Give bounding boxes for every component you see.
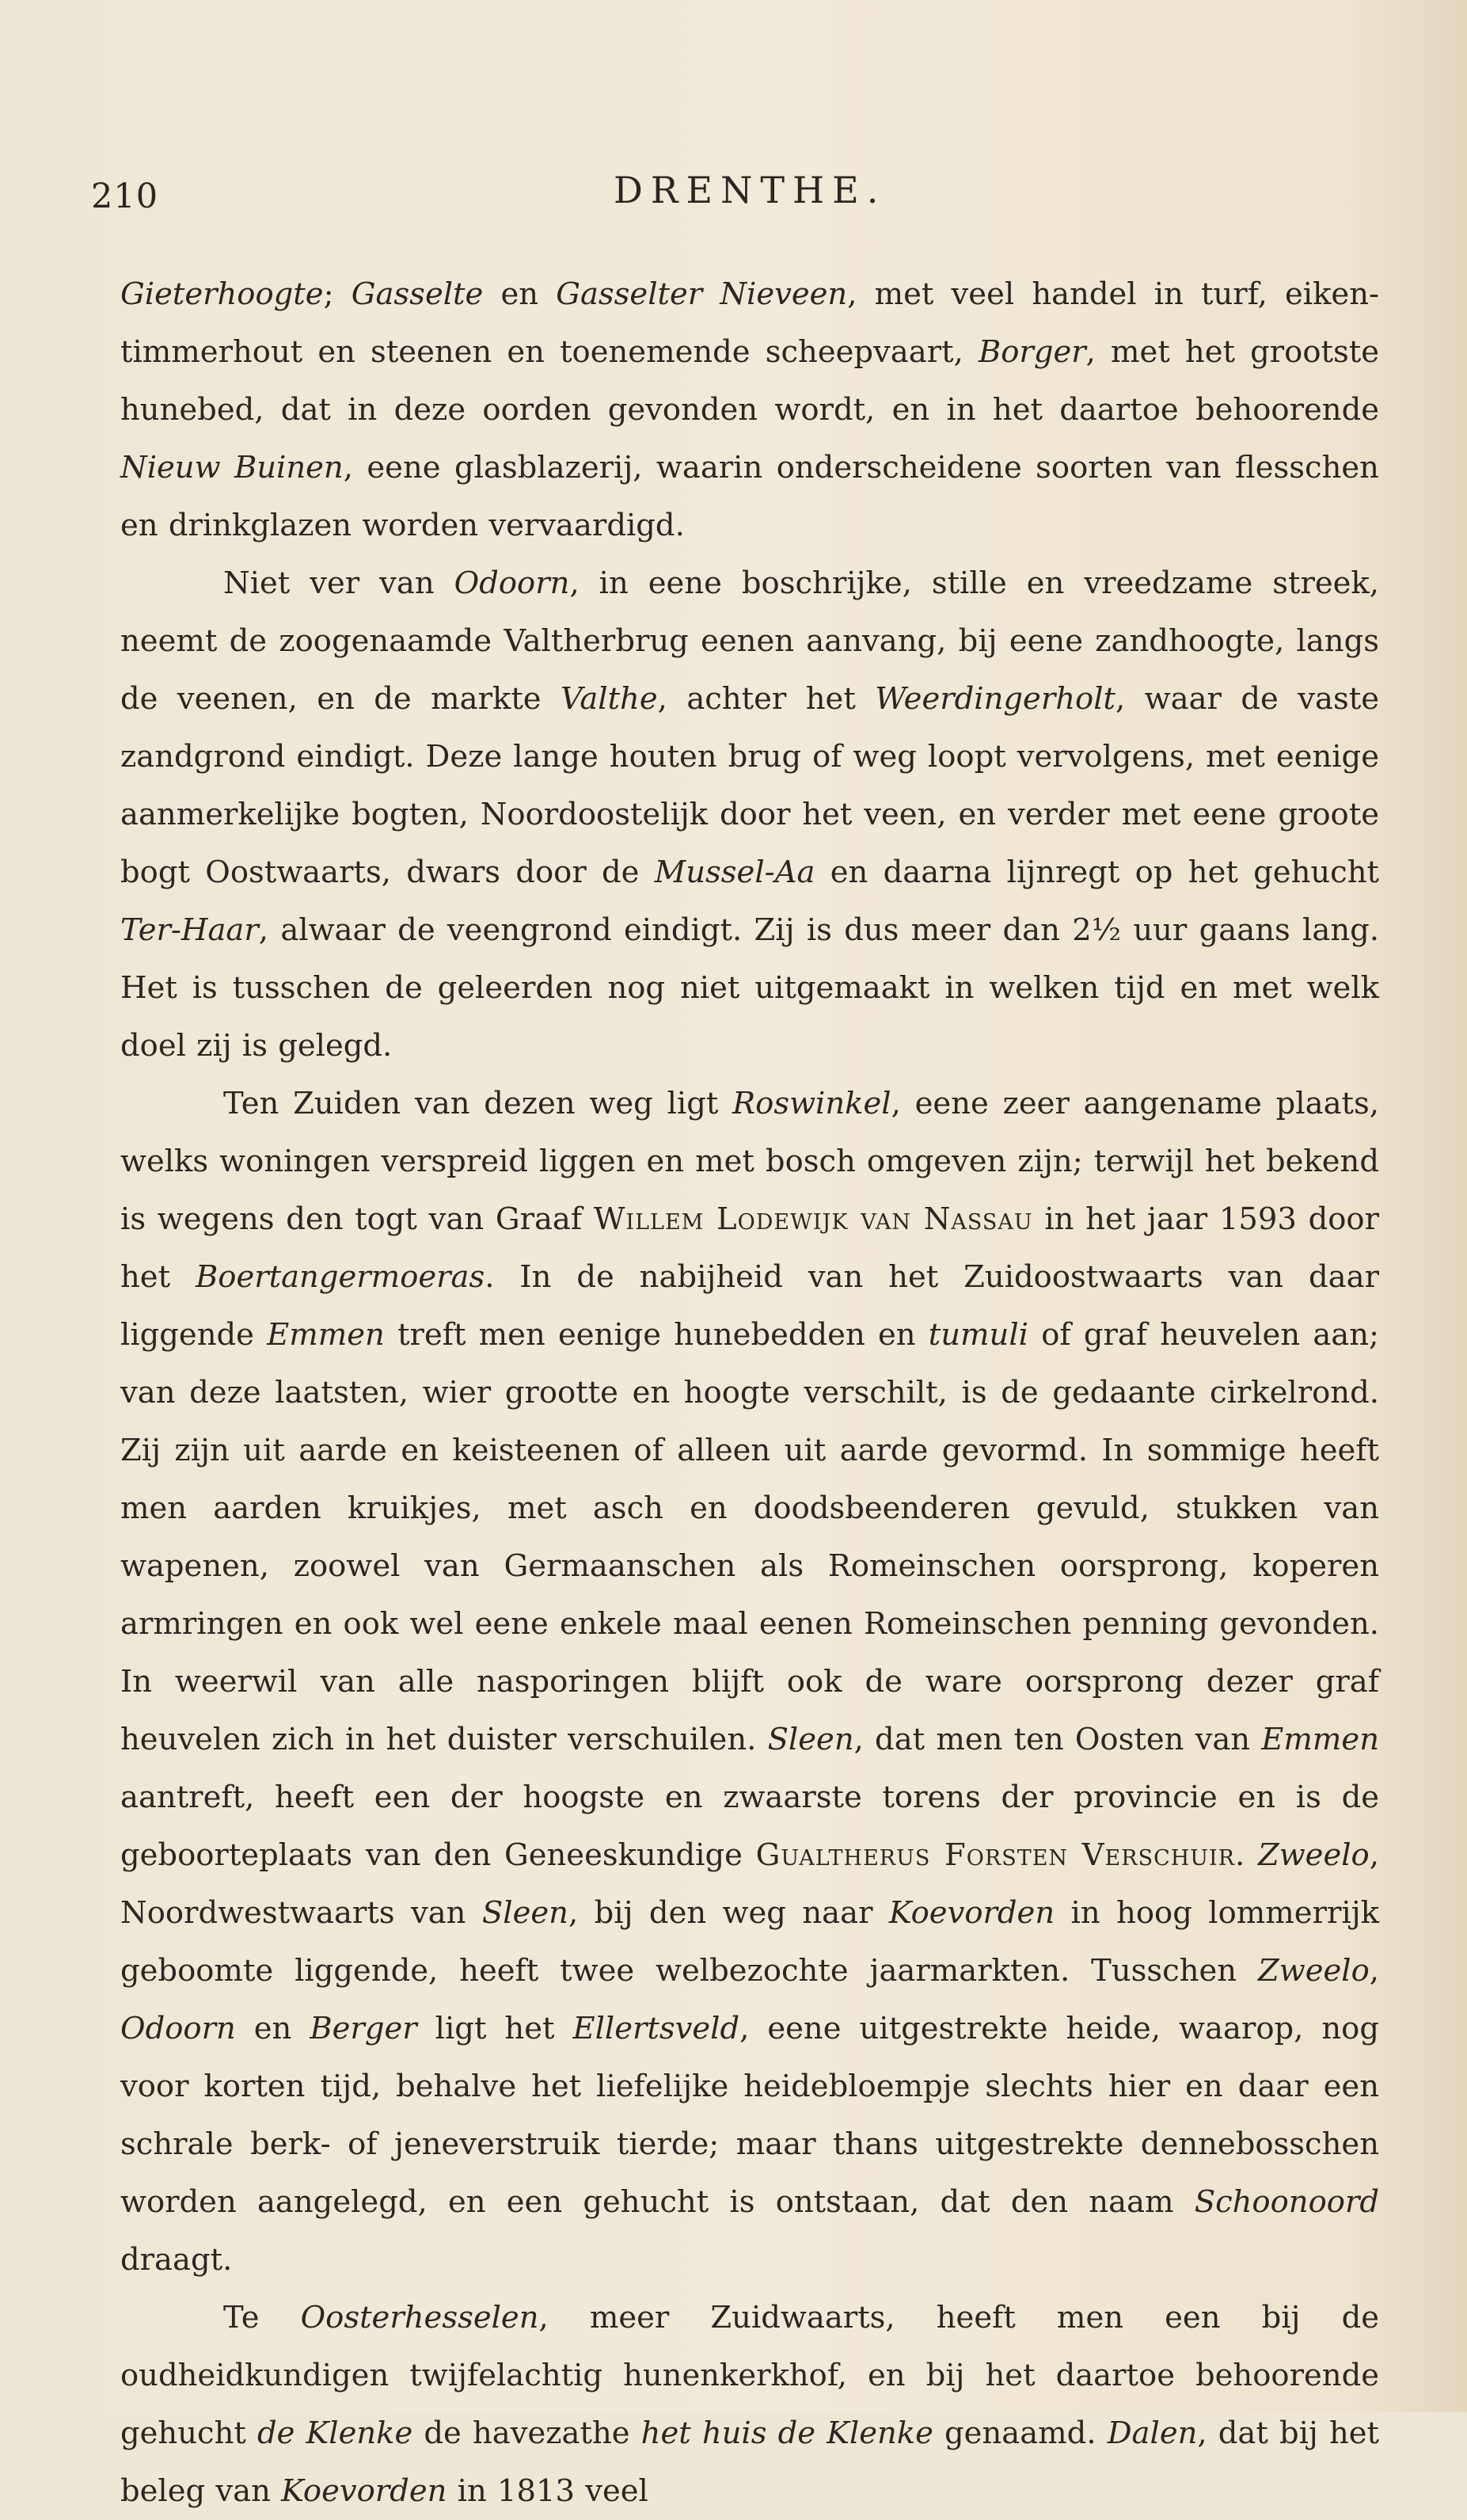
italic-name: Nieuw Buinen (120, 450, 344, 485)
small-caps-name: Willem Lodewijk van Nassau (593, 1201, 1033, 1237)
text-run: . (1235, 1837, 1258, 1873)
italic-name: Ter-Haar (120, 912, 259, 948)
text-run: genaamd. (933, 2415, 1108, 2451)
text-run: en (235, 2011, 310, 2046)
text-run: aantreft, heeft een der hoogste en zwaarste torens der provincie en is de geboorteplaats van den Geneeskundige (120, 1780, 1379, 1873)
text-run: , in eene boschrijke, stille en vreedzame streek, neemt de zoogenaamde Valtherbrug eenen aanvang, bij eene zandhoogte, langs de veenen, en de markte (120, 565, 1379, 717)
italic-name: Oosterhesselen (300, 2300, 539, 2335)
italic-name: Roswinkel (732, 1086, 891, 1121)
text-run: uur gaans lang. Het is tusschen de geleerden nog niet uitgemaakt in welken tijd en met welk doel zij is gelegd. (120, 912, 1380, 1064)
italic-name: Gasselter Nieveen (556, 276, 848, 312)
italic-name: Weerdingerholt (875, 681, 1115, 717)
text-run: , (1369, 1953, 1379, 1989)
italic-name: Odoorn (454, 565, 570, 601)
text-run: Niet ver van (223, 565, 454, 601)
italic-name: Dalen (1107, 2415, 1198, 2451)
italic-name: tumuli (928, 1317, 1028, 1353)
italic-name: Ellertsveld (572, 2011, 740, 2046)
text-run: , waar de vaste zandgrond eindigt. Deze lange houten brug of weg loopt vervolgens, met eenige aanmerkelijke bogten, Noordoostelijk door het veen, en verder met eene groote bogt Oostwaarts, dwars door de (120, 681, 1379, 890)
text-run: , met veel handel in turf, eiken-timmerhout en steenen en toenemende scheepvaart, (120, 276, 1379, 370)
italic-name: Sleen (481, 1895, 568, 1931)
body-text (120, 265, 1379, 2520)
text-run: draagt. (120, 2242, 233, 2278)
text-run: ligt het (416, 2011, 573, 2046)
page-header (91, 162, 1389, 234)
italic-name: de Klenke (257, 2415, 413, 2451)
text-run: , alwaar de veengrond eindigt. Zij is dus meer dan (258, 912, 1073, 948)
page-number: 210 (91, 177, 159, 216)
text-run: , met het grootste hunebed, dat in deze oorden gevonden wordt, en in het daartoe behoorende (120, 334, 1379, 428)
italic-name: Berger (310, 2011, 417, 2046)
small-caps-name: Gualtherus Forsten Verschuir (755, 1837, 1236, 1873)
text-run: Te (223, 2300, 301, 2335)
italic-name: Gieterhoogte (120, 276, 324, 312)
paragraph (120, 265, 1379, 554)
text-run: , eene zeer aangename plaats, welks woningen verspreid liggen en met bosch omgeven zijn; terwijl het bekend is wegens den togt van Graaf (120, 1086, 1379, 1237)
paragraph (120, 554, 1379, 1075)
text-run: of graf heuvelen aan; van deze laatsten, wier grootte en hoogte verschilt, is de gedaante cirkelrond. Zij zijn uit aarde en keisteenen of alleen uit aarde gevormd. In sommige heeft men aarden kruikjes, met asch en doodsbeenderen gevuld, stukken van wapenen, zoowel van Germaanschen als Romeinschen oorsprong, koperen armringen en ook wel eene enkele maal eenen Romeinschen penning gevonden. In weerwil van alle nasporingen blijft ook de ware oorsprong dezer graf heuvelen zich in het duister verschuilen. (120, 1317, 1380, 1757)
text-run: , bij den weg naar (568, 1895, 889, 1931)
paragraph (120, 2289, 1379, 2520)
italic-name: Gasselte (351, 276, 484, 312)
italic-name: Emmen (1261, 1722, 1379, 1757)
italic-name: Zweelo (1257, 1953, 1370, 1989)
text-run: en daarna lijnregt op het gehucht (815, 855, 1379, 890)
italic-name: het huis de Klenke (640, 2415, 933, 2451)
text-run: de havezathe (412, 2415, 641, 2451)
text-run: Ten Zuiden van dezen weg ligt (223, 1086, 733, 1121)
text-run: , meer Zuidwaarts, heeft men een bij de oudheidkundigen twijfelachtig hunenkerkhof, en bij het daartoe behoorende gehucht (120, 2300, 1379, 2451)
running-title: DRENTHE. (614, 169, 887, 211)
italic-name: Sleen (767, 1722, 854, 1757)
italic-name: Emmen (267, 1317, 385, 1353)
italic-name: Valthe (561, 681, 658, 717)
italic-name: Borger (978, 334, 1086, 370)
text-run: , achter het (657, 681, 876, 717)
text-run: , eene glasblazerij, waarin onderscheidene soorten van flesschen en drinkglazen worden vervaardigd. (120, 450, 1379, 543)
text-run: in hoog lommerrijk geboomte liggende, heeft twee welbezochte jaarmarkten. Tusschen (120, 1895, 1379, 1989)
text-run: , dat bij het beleg van (120, 2415, 1380, 2509)
italic-name: Koevorden (281, 2473, 447, 2509)
italic-name: Boertangermoeras (195, 1259, 485, 1295)
italic-name: Odoorn (120, 2011, 236, 2046)
italic-name: Schoonoord (1194, 2184, 1379, 2220)
text-run: . In de nabijheid van het Zuidoostwaarts van daar liggende (120, 1259, 1379, 1353)
text-run: 2½ (1072, 912, 1122, 948)
text-run: en (483, 276, 557, 312)
text-run: , Noordwestwaarts van (120, 1837, 1379, 1931)
italic-name: Zweelo (1257, 1837, 1370, 1873)
paragraph (120, 1075, 1379, 2289)
text-run: in 1813 veel (447, 2473, 648, 2509)
italic-name: Mussel-Aa (654, 855, 815, 890)
text-run: , dat men ten Oosten van (853, 1722, 1262, 1757)
text-run: in het jaar 1593 door het (120, 1201, 1379, 1295)
text-run: ; (323, 276, 352, 312)
text-run: , eene uitgestrekte heide, waarop, nog voor korten tijd, behalve het liefelijke heidebloempje slechts hier en daar een schrale berk- of jeneverstruik tierde; maar thans uitgestrekte dennebosschen worden aangelegd, en een gehucht is ontstaan, dat den naam (120, 2011, 1379, 2220)
text-run: treft men eenige hunebedden en (384, 1317, 929, 1353)
italic-name: Koevorden (888, 1895, 1055, 1931)
